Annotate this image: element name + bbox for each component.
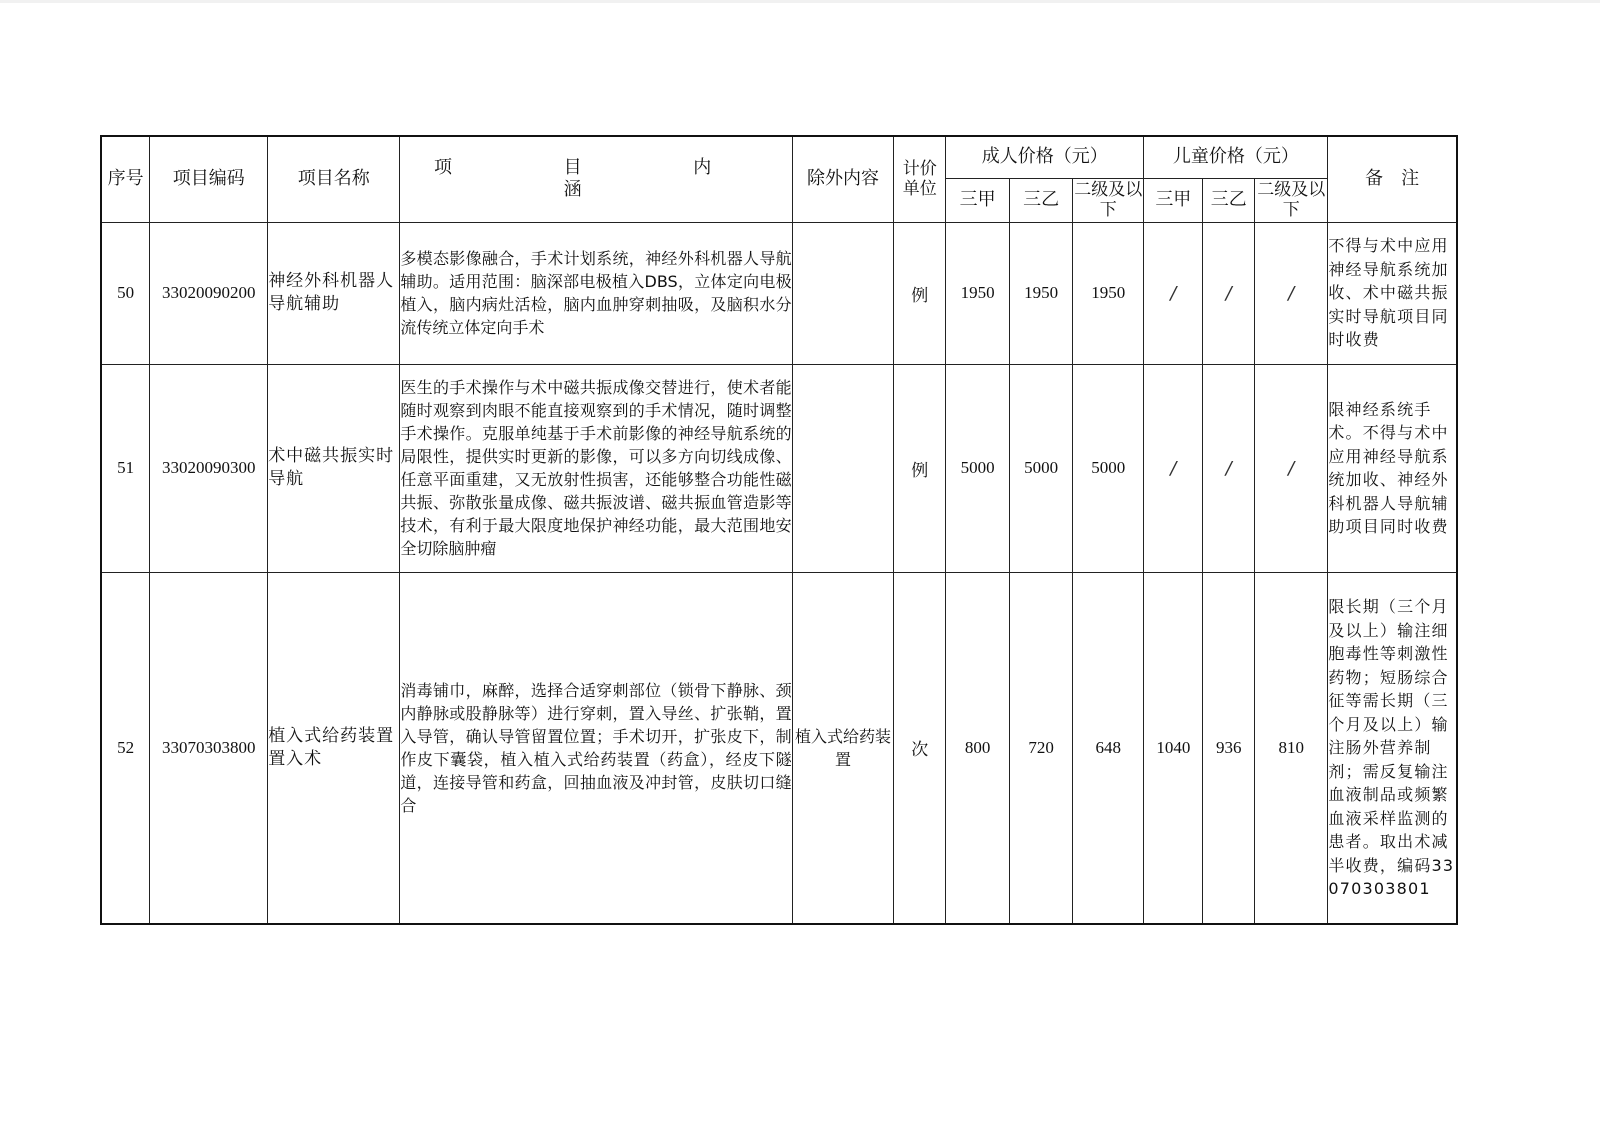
header-content: 项 目 内 涵 (400, 136, 792, 222)
header-exclusion: 除外内容 (792, 136, 894, 222)
header-code: 项目编码 (150, 136, 268, 222)
cell-unit: 次 (894, 572, 946, 924)
cell-child-tier-b: / (1203, 222, 1255, 364)
cell-adult-tier-b: 720 (1010, 572, 1073, 924)
cell-child-tier-a: 1040 (1144, 572, 1203, 924)
cell-exclusion (792, 222, 894, 364)
cell-child-tier-c: 810 (1255, 572, 1328, 924)
cell-seq: 51 (101, 364, 150, 572)
cell-code: 33070303800 (150, 572, 268, 924)
pricing-table (100, 135, 1458, 925)
cell-adult-tier-c: 5000 (1073, 364, 1144, 572)
header-child-tier-a: 三甲 (1144, 178, 1203, 222)
cell-name: 植入式给药装置置入术 (268, 572, 400, 924)
cell-exclusion: 植入式给药装置 (792, 572, 894, 924)
cell-code: 33020090200 (150, 222, 268, 364)
cell-content: 多模态影像融合，手术计划系统，神经外科机器人导航辅助。适用范围：脑深部电极植入DBS，立体定向电极植入，脑内病灶活检，脑内血肿穿刺抽吸，及脑积水分流传统立体定向手术 (400, 222, 792, 364)
cell-seq: 50 (101, 222, 150, 364)
header-child-tier-c: 二级及以下 (1255, 178, 1328, 222)
cell-name: 神经外科机器人导航辅助 (268, 222, 400, 364)
cell-adult-tier-a: 1950 (946, 222, 1010, 364)
cell-name: 术中磁共振实时导航 (268, 364, 400, 572)
cell-notes: 限长期（三个月及以上）输注细胞毒性等刺激性药物；短肠综合征等需长期（三个月及以上）输注肠外营养制剂；需反复输注血液制品或频繁血液采样监测的患者。取出术减半收费，编码33070303801 (1328, 572, 1457, 924)
cell-adult-tier-a: 5000 (946, 364, 1010, 572)
cell-child-tier-a: / (1144, 364, 1203, 572)
cell-unit: 例 (894, 222, 946, 364)
header-seq: 序号 (101, 136, 150, 222)
cell-adult-tier-b: 5000 (1010, 364, 1073, 572)
cell-child-tier-c: / (1255, 364, 1328, 572)
header-adult-tier-a: 三甲 (946, 178, 1010, 222)
header-adult-tier-c: 二级及以下 (1074, 180, 1143, 220)
table-row (101, 572, 1457, 924)
cell-code: 33020090300 (150, 364, 268, 572)
cell-adult-tier-b: 1950 (1010, 222, 1073, 364)
cell-notes: 不得与术中应用神经导航系统加收、术中磁共振实时导航项目同时收费 (1328, 222, 1457, 364)
cell-child-tier-c: / (1255, 222, 1328, 364)
cell-child-tier-b: / (1203, 364, 1255, 572)
cell-notes: 限神经系统手术。不得与术中应用神经导航系统加收、神经外科机器人导航辅助项目同时收费 (1328, 364, 1457, 572)
table-row (101, 222, 1457, 364)
header-adult-price: 成人价格（元） (946, 136, 1144, 178)
cell-seq: 52 (101, 572, 150, 924)
table-row (101, 364, 1457, 572)
header-name: 项目名称 (268, 136, 400, 222)
cell-content: 医生的手术操作与术中磁共振成像交替进行，使术者能随时观察到肉眼不能直接观察到的手术情况，随时调整手术操作。克服单纯基于手术前影像的神经导航系统的局限性，提供实时更新的影像，可以多方向切线成像、任意平面重建，又无放射性损害，还能够整合功能性磁共振、弥散张量成像、磁共振波谱、磁共振血管造影等技术，有利于最大限度地保护神经功能，最大范围地安全切除脑肿瘤 (400, 364, 792, 572)
header-adult-tier-b: 三乙 (1010, 178, 1073, 222)
cell-adult-tier-c: 648 (1073, 572, 1144, 924)
cell-child-tier-a: / (1144, 222, 1203, 364)
cell-unit: 例 (894, 364, 946, 572)
header-child-tier-b: 三乙 (1203, 178, 1255, 222)
header-notes: 备 注 (1328, 136, 1457, 222)
header-unit: 计价单位 (894, 136, 946, 222)
cell-child-tier-b: 936 (1203, 572, 1255, 924)
cell-exclusion (792, 364, 894, 572)
cell-content: 消毒铺巾，麻醉，选择合适穿刺部位（锁骨下静脉、颈内静脉或股静脉等）进行穿刺，置入导丝、扩张鞘，置入导管，确认导管留置位置；手术切开，扩张皮下，制作皮下囊袋，植入植入式给药装置（药盒），经皮下隧道，连接导管和药盒，回抽血液及冲封管，皮肤切口缝合 (400, 572, 792, 924)
cell-adult-tier-c: 1950 (1073, 222, 1144, 364)
page-edge (0, 0, 1600, 3)
header-child-price: 儿童价格（元） (1144, 136, 1328, 178)
cell-adult-tier-a: 800 (946, 572, 1010, 924)
